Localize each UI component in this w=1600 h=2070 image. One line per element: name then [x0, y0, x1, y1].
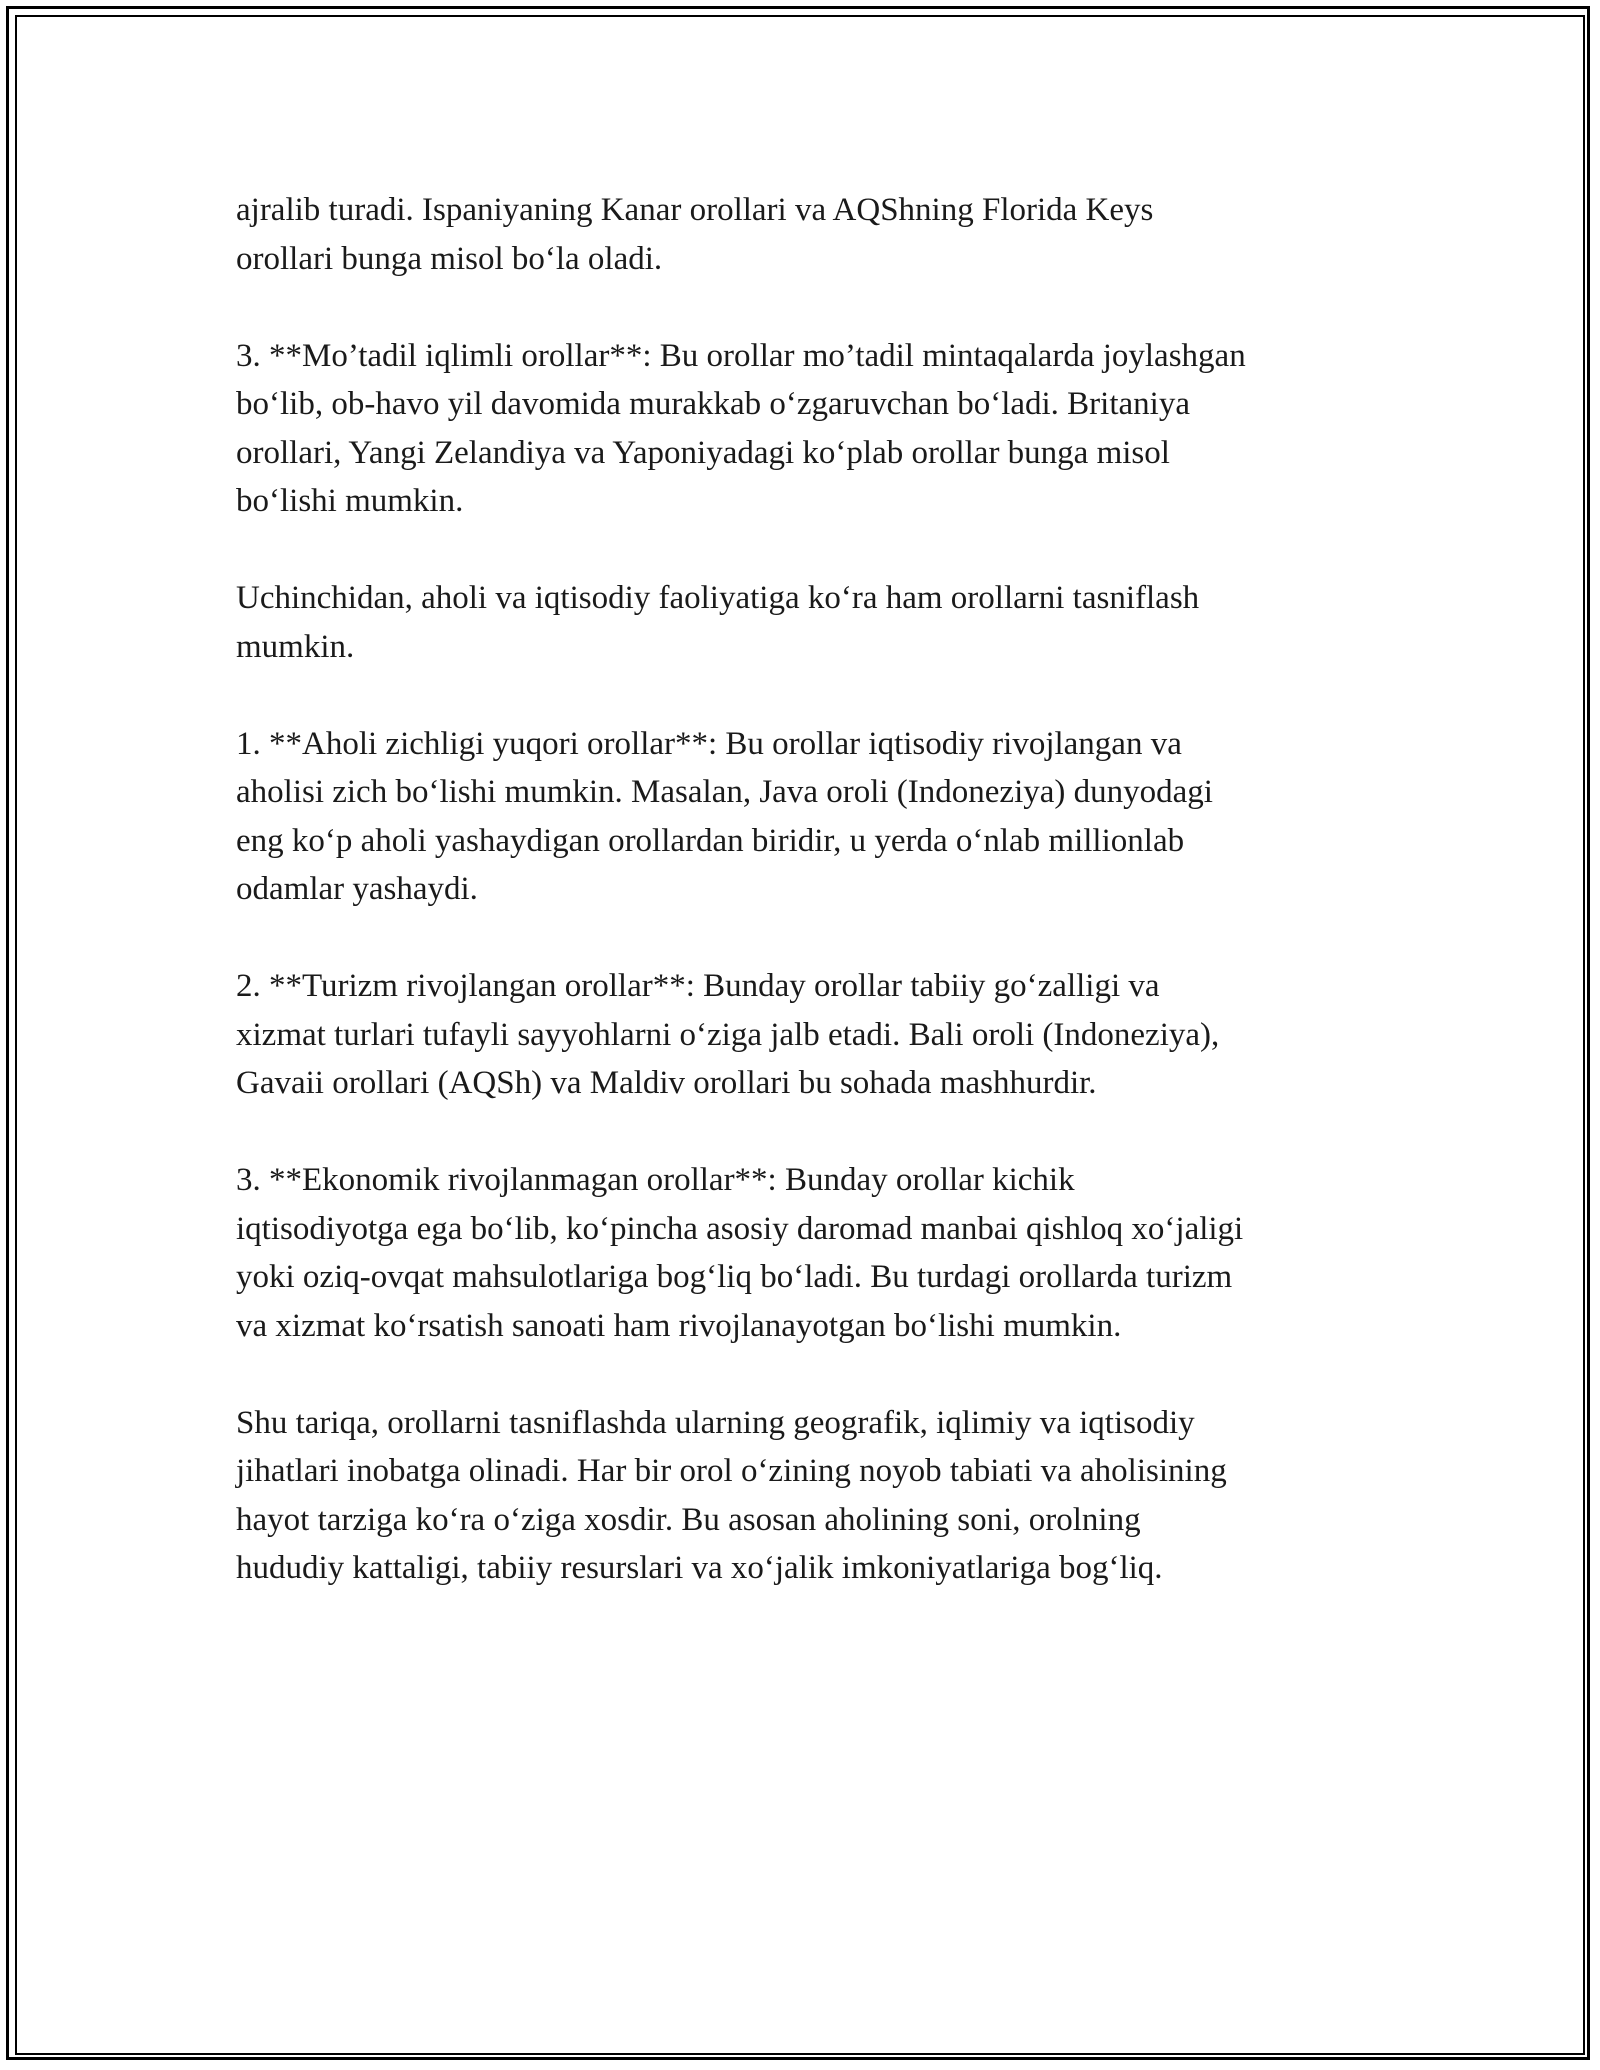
text-line: ajralib turadi. Ispaniyaning Kanar orollari va AQShning Florida Keys — [236, 192, 1154, 228]
text-line: hududiy kattaligi, tabiiy resurslari va xo‘jalik imkoniyatlariga bog‘liq. — [236, 1550, 1163, 1586]
text-line: orollari bunga misol bo‘la oladi. — [236, 240, 663, 277]
text-line: eng ko‘p aholi yashaydigan orollardan biridir, u yerda o‘nlab millionlab — [236, 822, 1185, 859]
paragraph-undeveloped-islands — [236, 1156, 1386, 1350]
text-line: 3. **Mo’tadil iqlimli orollar**: Bu orollar mo’tadil mintaqalarda joylashgan — [236, 337, 1246, 374]
text-line: bo‘lib, ob-havo yil davomida murakkab o‘zgaruvchan bo‘ladi. Britaniya — [236, 386, 1190, 422]
text-line: va xizmat ko‘rsatish sanoati ham rivojlanayotgan bo‘lishi mumkin. — [236, 1307, 1122, 1344]
text-line: 3. **Ekonomik rivojlanmagan orollar**: Bunday orollar kichik — [236, 1162, 1075, 1198]
text-line: Uchinchidan, aholi va iqtisodiy faoliyatiga ko‘ra ham orollarni tasniflash — [236, 580, 1200, 616]
paragraph-dense-population — [236, 720, 1386, 914]
text-line: yoki oziq-ovqat mahsulotlariga bog‘liq bo‘ladi. Bu turdagi orollarda turizm — [236, 1259, 1233, 1295]
text-line: 2. **Turizm rivojlangan orollar**: Bunday orollar tabiiy go‘zalligi va — [236, 968, 1160, 1004]
text-line: xizmat turlari tufayli sayyohlarni o‘ziga jalb etadi. Bali oroli (Indoneziya), — [236, 1016, 1220, 1053]
document-body — [236, 186, 1386, 1593]
paragraph-intro-continuation — [236, 186, 1386, 283]
text-line: aholisi zich bo‘lishi mumkin. Masalan, Java oroli (Indoneziya) dunyodagi — [236, 774, 1213, 810]
text-line: orollari, Yangi Zelandiya va Yaponiyadagi ko‘plab orollar bunga misol — [236, 434, 1170, 471]
paragraph-third-classification — [236, 574, 1386, 671]
text-line: bo‘lishi mumkin. — [236, 483, 464, 519]
text-line: iqtisodiyotga ega bo‘lib, ko‘pincha asosiy daromad manbai qishloq xo‘jaligi — [236, 1210, 1244, 1247]
text-line: jihatlari inobatga olinadi. Har bir orol o‘zining noyob tabiati va aholisining — [236, 1453, 1227, 1489]
paragraph-conclusion — [236, 1399, 1386, 1593]
text-line: hayot tarziga ko‘ra o‘ziga xosdir. Bu asosan aholining soni, orolning — [236, 1501, 1141, 1538]
text-line: Gavaii orollari (AQSh) va Maldiv orollari bu sohada mashhurdir. — [236, 1065, 1097, 1101]
text-line: 1. **Aholi zichligi yuqori orollar**: Bu orollar iqtisodiy rivojlangan va — [236, 725, 1182, 762]
text-line: Shu tariqa, orollarni tasniflashda ularning geografik, iqlimiy va iqtisodiy — [236, 1404, 1195, 1441]
text-line: mumkin. — [236, 628, 355, 665]
paragraph-temperate-islands — [236, 332, 1386, 526]
paragraph-tourism-islands — [236, 962, 1386, 1108]
text-line: odamlar yashaydi. — [236, 871, 478, 907]
